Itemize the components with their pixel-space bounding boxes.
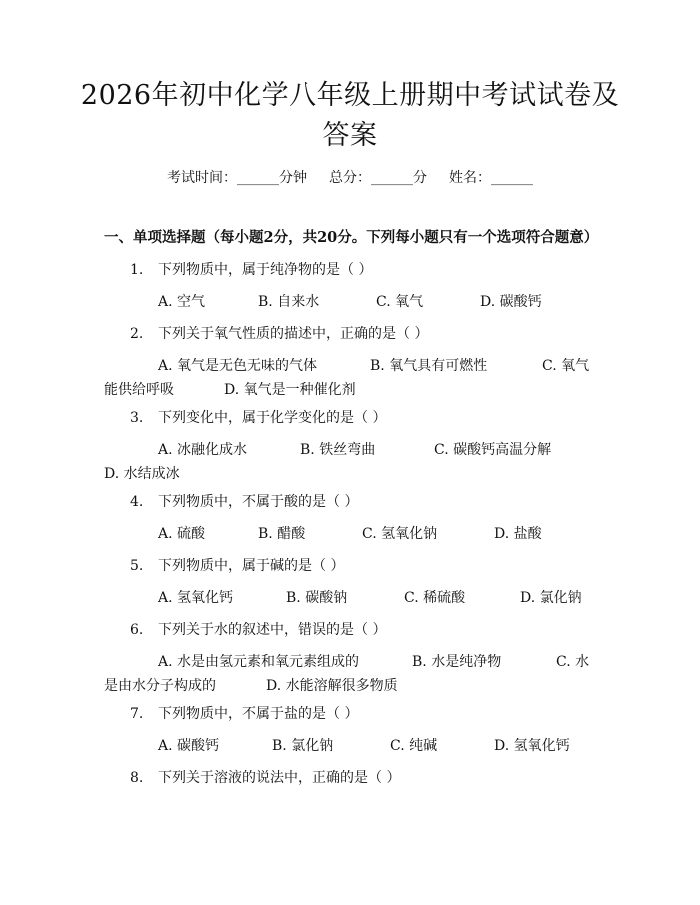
option-d: D. 氯化钠	[520, 590, 582, 606]
exam-time-field: 考试时间：______分钟	[167, 170, 307, 186]
option-c-continued: 是由水分子构成的	[104, 678, 216, 694]
option-d: D. 氧气是一种催化剂	[224, 382, 356, 398]
option-a: A. 空气	[158, 294, 206, 310]
option-a: A. 氧气是无色无味的气体	[158, 358, 318, 374]
option-d: D. 盐酸	[494, 526, 542, 542]
option-c: C. 氧气	[376, 294, 424, 310]
question-stem: 下列物质中，属于碱的是（ ）	[158, 558, 345, 574]
question-number: 3.	[130, 410, 144, 426]
option-c-start: C. 水	[556, 654, 590, 670]
question-number: 7.	[130, 706, 144, 722]
option-c: C. 碳酸钙高温分解	[434, 442, 552, 458]
question-stem: 下列关于溶液的说法中，正确的是（ ）	[158, 770, 401, 786]
question-number: 8.	[130, 770, 144, 786]
option-d: D. 水结成冰	[104, 466, 180, 482]
option-a: A. 碳酸钙	[158, 738, 220, 754]
option-a: A. 硫酸	[158, 526, 206, 542]
question-number: 5.	[130, 558, 144, 574]
option-d: D. 水能溶解很多物质	[266, 678, 398, 694]
question-number: 2.	[130, 326, 144, 342]
option-b: B. 自来水	[258, 294, 320, 310]
question-number: 6.	[130, 622, 144, 638]
question-3-options	[104, 438, 592, 486]
question-5-options	[104, 586, 594, 610]
question-stem: 下列物质中，不属于盐的是（ ）	[158, 706, 359, 722]
question-stem: 下列关于水的叙述中，错误的是（ ）	[158, 622, 387, 638]
option-c-continued: 能供给呼吸	[104, 382, 174, 398]
question-number: 4.	[130, 494, 144, 510]
option-a: A. 冰融化成水	[158, 442, 248, 458]
question-2-options	[104, 354, 592, 402]
student-name-field: 姓名：______	[449, 170, 533, 186]
option-d: D. 氢氧化钙	[494, 738, 570, 754]
total-score-field: 总分：______分	[329, 170, 427, 186]
option-a: A. 氢氧化钙	[158, 590, 234, 606]
option-c: C. 纯碱	[390, 738, 438, 754]
option-b: B. 碳酸钠	[286, 590, 348, 606]
option-c: C. 稀硫酸	[404, 590, 466, 606]
exam-info-line	[0, 168, 700, 188]
question-6-options	[104, 650, 592, 698]
page-title: 2026年初中化学八年级上册期中考试试卷及答案	[80, 80, 620, 151]
option-c-start: C. 氧气	[542, 358, 590, 374]
question-1-options	[104, 290, 594, 314]
option-c: C. 氢氧化钠	[362, 526, 438, 542]
question-stem: 下列关于氧气性质的描述中，正确的是（ ）	[158, 326, 429, 342]
question-stem: 下列物质中，属于纯净物的是（ ）	[158, 262, 373, 278]
option-b: B. 氧气具有可燃性	[370, 358, 488, 374]
question-stem: 下列物质中，不属于酸的是（ ）	[158, 494, 359, 510]
option-b: B. 醋酸	[258, 526, 306, 542]
section-heading-single-choice: 一、单项选择题（每小题2分，共20分。下列每小题只有一个选项符合题意）	[104, 229, 599, 246]
option-b: B. 铁丝弯曲	[300, 442, 376, 458]
option-b: B. 氯化钠	[272, 738, 334, 754]
option-a: A. 水是由氢元素和氧元素组成的	[158, 654, 360, 670]
question-7-options	[104, 734, 594, 758]
option-b: B. 水是纯净物	[412, 654, 502, 670]
option-d: D. 碳酸钙	[480, 294, 542, 310]
question-number: 1.	[130, 262, 144, 278]
question-4-options	[104, 522, 594, 546]
question-stem: 下列变化中，属于化学变化的是（ ）	[158, 410, 387, 426]
